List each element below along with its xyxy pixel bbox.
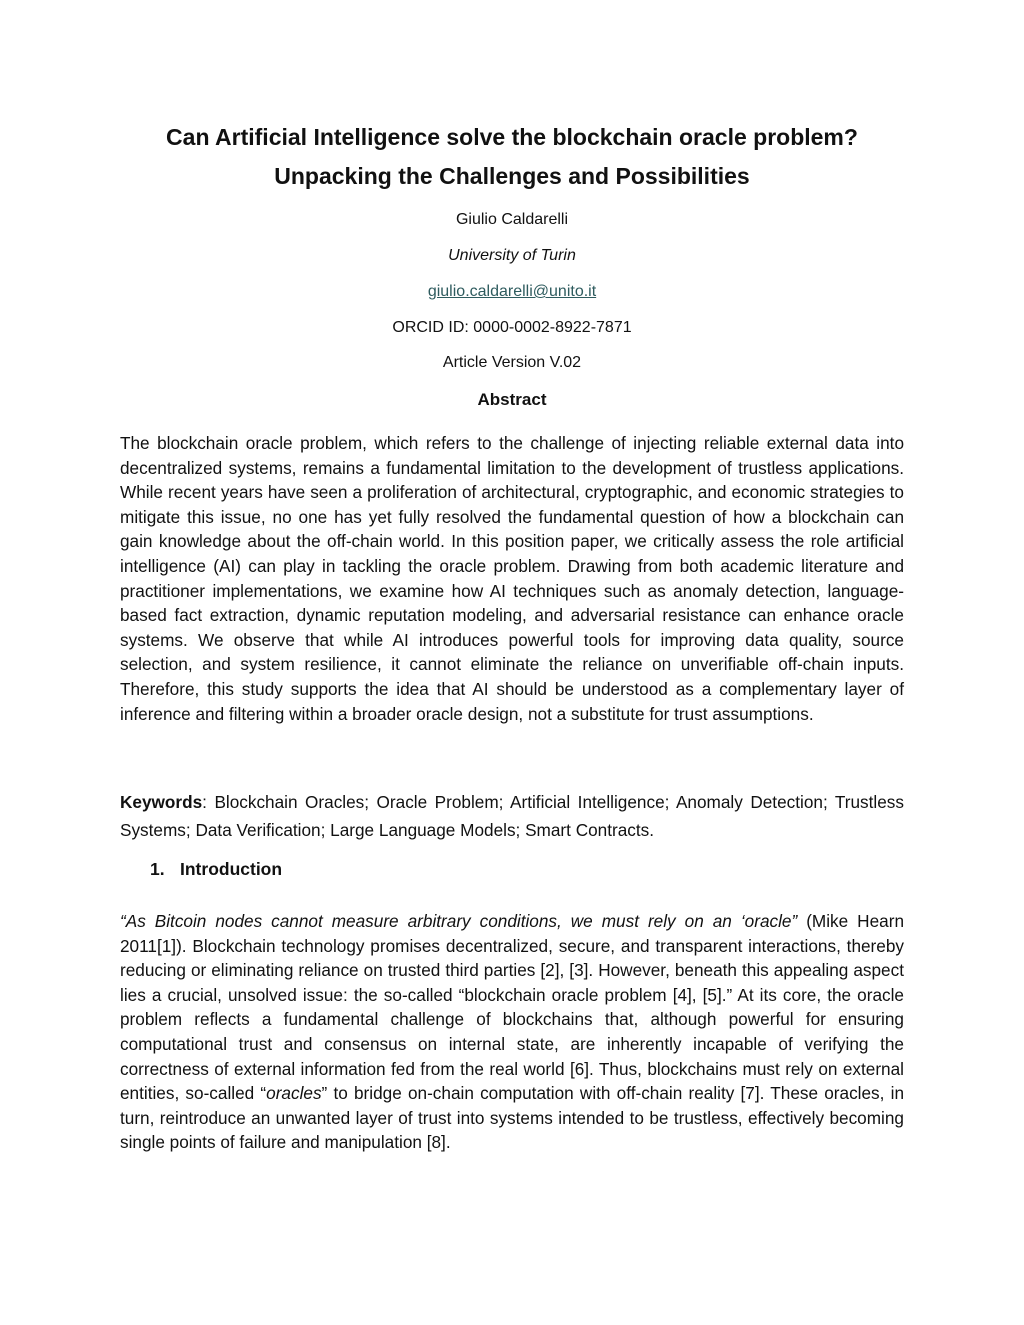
intro-oracles-term: oracles xyxy=(266,1083,322,1104)
section-number: 1. xyxy=(150,859,165,879)
author-affiliation: University of Turin xyxy=(448,247,576,264)
introduction-paragraph xyxy=(120,909,904,1155)
abstract-body: The blockchain oracle problem, which refers to the challenge of injecting reliable external data into decentralized systems, remains a fundamental limitation to the development of trustless applications. While recent years have seen a proliferation of architectural, cryptographic, and economic strategies to mitigate this issue, no one has yet fully resolved the fundamental question of how a blockchain can gain knowledge about the off-chain world. In this position paper, we critically assess the role artificial intelligence (AI) can play in tackling the oracle problem. Drawing from both academic literature and practitioner implementations, we examine how AI techniques such as anomaly detection, language-based fact extraction, dynamic reputation modeling, and adversarial resistance can enhance oracle systems. We observe that while AI introduces powerful tools for improving data quality, source selection, and system resilience, it cannot eliminate the reliance on unverifiable off-chain inputs. Therefore, this study supports the idea that AI should be understood as a complementary layer of inference and filtering within a broader oracle design, not a substitute for trust assumptions. xyxy=(120,433,904,724)
paper-title-line-2: Unpacking the Challenges and Possibilities xyxy=(274,163,750,189)
section-heading-introduction xyxy=(150,857,282,881)
author-name: Giulio Caldarelli xyxy=(455,211,569,228)
keywords-separator: : xyxy=(202,792,215,812)
keywords-text: Blockchain Oracles; Oracle Problem; Artificial Intelligence; Anomaly Detection; Trustless Systems; Data Verification; Large Language Models; Smart Contracts. xyxy=(120,792,904,840)
paper-title-line-1: Can Artificial Intelligence solve the blockchain oracle problem? xyxy=(166,124,858,150)
author-email-link[interactable]: giulio.caldarelli@unito.it xyxy=(427,283,597,300)
section-title: Introduction xyxy=(180,859,283,879)
author-orcid: ORCID ID: 0000-0002-8922-7871 xyxy=(392,319,632,336)
keywords-label: Keywords xyxy=(120,792,203,812)
paper-title xyxy=(80,118,944,196)
keywords-paragraph xyxy=(120,788,904,844)
author-email-line xyxy=(80,281,944,303)
abstract-heading: Abstract xyxy=(477,390,547,409)
intro-text-a: (Mike Hearn 2011[1]). Blockchain technology promises decentralized, secure, and transparent interactions, thereby reducing or eliminating reliance on trusted third parties [2], [3]. However, beneath this appealing aspect lies a crucial, unsolved issue: the so-called “blockchain oracle problem [4], [5].” At its core, the oracle problem reflects a fundamental challenge of blockchains that, although powerful for ensuring computational trust and consensus on internal state, are inherently incapable of verifying the correctness of external information fed from the real world [6]. Thus, blockchains must rely on external entities, so-called “ xyxy=(120,911,904,1104)
intro-text-b: ” to bridge on-chain computation with off-chain reality [7]. These oracles, in turn, reintroduce an unwanted layer of trust into systems intended to be trustless, effectively becoming single points of failure and manipulation [8]. xyxy=(120,1083,904,1153)
article-version: Article Version V.02 xyxy=(442,354,582,371)
intro-quote: “As Bitcoin nodes cannot measure arbitrary conditions, we must rely on an ‘oracle” xyxy=(120,911,798,931)
